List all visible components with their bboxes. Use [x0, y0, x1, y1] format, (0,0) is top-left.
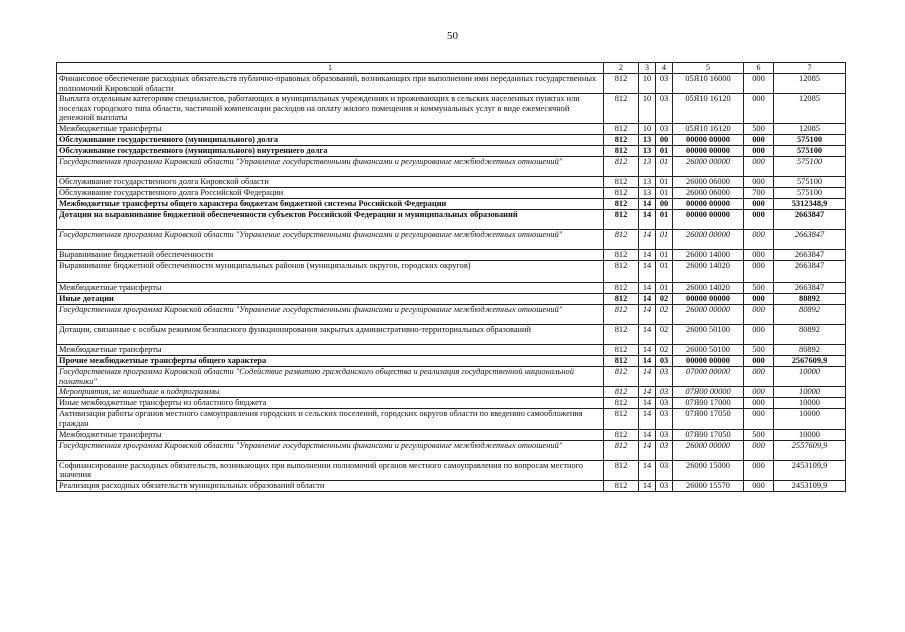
row-target-cell: 07000 00000 [673, 367, 744, 387]
row-target-cell: 00000 00000 [673, 199, 744, 210]
table-row [57, 146, 846, 157]
row-code-cell: 812 [604, 460, 639, 480]
row-amount-cell: 80892 [774, 345, 846, 356]
row-type-cell: 000 [744, 460, 774, 480]
row-section-cell: 14 [639, 398, 656, 409]
row-subsection-cell: 03 [656, 367, 673, 387]
row-code-cell: 812 [604, 367, 639, 387]
row-type-cell: 000 [744, 367, 774, 387]
row-section-cell: 14 [639, 409, 656, 429]
row-section-cell: 14 [639, 294, 656, 305]
row-type-cell: 000 [744, 387, 774, 398]
row-section-cell: 14 [639, 283, 656, 294]
table-row [57, 157, 846, 177]
row-subsection-cell: 01 [656, 146, 673, 157]
row-code-cell: 812 [604, 305, 639, 325]
row-name-cell: Обслуживание государственного (муниципального) внутреннего долга [57, 146, 604, 157]
row-section-cell: 14 [639, 305, 656, 325]
row-subsection-cell: 01 [656, 177, 673, 188]
row-subsection-cell: 03 [656, 429, 673, 440]
row-subsection-cell: 02 [656, 325, 673, 345]
header-cell: 6 [744, 63, 774, 74]
row-type-cell: 000 [744, 250, 774, 261]
row-amount-cell: 10000 [774, 429, 846, 440]
table-row [57, 230, 846, 250]
row-code-cell: 812 [604, 294, 639, 305]
row-target-cell: 26000 00000 [673, 440, 744, 460]
row-target-cell: 26000 00000 [673, 305, 744, 325]
row-section-cell: 14 [639, 230, 656, 250]
row-name-cell: Государственная программа Кировской области "Содействие развитию гражданского общества и реализация государственной национальной политики" [57, 367, 604, 387]
table-row [57, 124, 846, 135]
row-subsection-cell: 03 [656, 409, 673, 429]
row-name-cell: Обслуживание государственного долга Кировской области [57, 177, 604, 188]
row-section-cell: 14 [639, 210, 656, 230]
row-code-cell: 812 [604, 177, 639, 188]
row-section-cell: 14 [639, 460, 656, 480]
row-target-cell: 26000 06000 [673, 188, 744, 199]
row-subsection-cell: 03 [656, 356, 673, 367]
row-code-cell: 812 [604, 440, 639, 460]
row-name-cell: Дотации на выравнивание бюджетной обеспеченности субъектов Российской Федерации и муниципальных образований [57, 210, 604, 230]
table-row [57, 367, 846, 387]
row-section-cell: 14 [639, 250, 656, 261]
row-name-cell: Выравнивание бюджетной обеспеченности [57, 250, 604, 261]
row-type-cell: 000 [744, 199, 774, 210]
row-code-cell: 812 [604, 261, 639, 283]
row-type-cell: 500 [744, 429, 774, 440]
row-subsection-cell: 03 [656, 74, 673, 94]
table-header-row [57, 63, 846, 74]
row-name-cell: Обслуживание государственного долга Российской Федерации [57, 188, 604, 199]
row-name-cell: Межбюджетные трансферты [57, 429, 604, 440]
row-type-cell: 000 [744, 356, 774, 367]
row-code-cell: 812 [604, 250, 639, 261]
row-code-cell: 812 [604, 409, 639, 429]
row-amount-cell: 5312348,9 [774, 199, 846, 210]
row-name-cell: Прочие межбюджетные трансферты общего характера [57, 356, 604, 367]
row-type-cell: 000 [744, 146, 774, 157]
row-subsection-cell: 03 [656, 398, 673, 409]
row-name-cell: Межбюджетные трансферты [57, 283, 604, 294]
row-type-cell: 500 [744, 283, 774, 294]
row-target-cell: 05Я10 16120 [673, 94, 744, 124]
row-section-cell: 13 [639, 188, 656, 199]
row-section-cell: 14 [639, 356, 656, 367]
header-cell: 7 [774, 63, 846, 74]
row-amount-cell: 2663847 [774, 283, 846, 294]
row-target-cell: 26000 06000 [673, 177, 744, 188]
row-code-cell: 812 [604, 210, 639, 230]
row-section-cell: 14 [639, 261, 656, 283]
row-target-cell: 07Я00 17050 [673, 409, 744, 429]
row-section-cell: 10 [639, 74, 656, 94]
row-section-cell: 13 [639, 177, 656, 188]
row-amount-cell: 2567609,9 [774, 356, 846, 367]
row-name-cell: Обслуживание государственного (муниципального) долга [57, 135, 604, 146]
row-code-cell: 812 [604, 230, 639, 250]
row-name-cell: Активизация работы органов местного самоуправления городских и сельских поселений, городских округов области по введению самообложения граждан [57, 409, 604, 429]
row-name-cell: Выравнивание бюджетной обеспеченности муниципальных районов (муниципальных округов, городских округов) [57, 261, 604, 283]
row-target-cell: 26000 00000 [673, 230, 744, 250]
row-code-cell: 812 [604, 124, 639, 135]
row-subsection-cell: 00 [656, 135, 673, 146]
row-type-cell: 000 [744, 230, 774, 250]
row-type-cell: 000 [744, 261, 774, 283]
row-code-cell: 812 [604, 135, 639, 146]
table-row [57, 345, 846, 356]
row-section-cell: 14 [639, 199, 656, 210]
row-target-cell: 26000 14020 [673, 261, 744, 283]
header-cell: 2 [604, 63, 639, 74]
table-row [57, 294, 846, 305]
row-code-cell: 812 [604, 356, 639, 367]
row-amount-cell: 2663847 [774, 261, 846, 283]
row-amount-cell: 10000 [774, 367, 846, 387]
row-name-cell: Дотации, связанные с особым режимом безопасного функционирования закрытых административно-территориальных образований [57, 325, 604, 345]
row-subsection-cell: 03 [656, 480, 673, 491]
row-target-cell: 07Я00 17050 [673, 429, 744, 440]
row-name-cell: Межбюджетные трансферты [57, 345, 604, 356]
table-row [57, 440, 846, 460]
row-type-cell: 700 [744, 188, 774, 199]
row-target-cell: 00000 00000 [673, 135, 744, 146]
row-amount-cell: 10000 [774, 398, 846, 409]
row-code-cell: 812 [604, 94, 639, 124]
row-amount-cell: 2663847 [774, 210, 846, 230]
row-section-cell: 10 [639, 124, 656, 135]
row-target-cell: 26000 14020 [673, 283, 744, 294]
table-row [57, 387, 846, 398]
row-code-cell: 812 [604, 146, 639, 157]
row-target-cell: 07Я00 00000 [673, 387, 744, 398]
row-section-cell: 14 [639, 387, 656, 398]
row-type-cell: 000 [744, 74, 774, 94]
table-row [57, 250, 846, 261]
row-type-cell: 500 [744, 345, 774, 356]
header-cell: 4 [656, 63, 673, 74]
row-amount-cell: 2663847 [774, 230, 846, 250]
table-row [57, 460, 846, 480]
table-row [57, 325, 846, 345]
row-code-cell: 812 [604, 283, 639, 294]
table-row [57, 199, 846, 210]
row-name-cell: Государственная программа Кировской области "Управление государственными финансами и регулирование межбюджетных отношений" [57, 440, 604, 460]
row-amount-cell: 12085 [774, 94, 846, 124]
table-row [57, 177, 846, 188]
row-subsection-cell: 03 [656, 94, 673, 124]
row-name-cell: Государственная программа Кировской области "Управление государственными финансами и регулирование межбюджетных отношений" [57, 230, 604, 250]
row-subsection-cell: 01 [656, 250, 673, 261]
table-row [57, 429, 846, 440]
row-section-cell: 14 [639, 429, 656, 440]
row-subsection-cell: 01 [656, 157, 673, 177]
row-target-cell: 05Я10 16000 [673, 74, 744, 94]
row-target-cell: 26000 14000 [673, 250, 744, 261]
row-subsection-cell: 01 [656, 283, 673, 294]
row-amount-cell: 10000 [774, 387, 846, 398]
row-subsection-cell: 01 [656, 230, 673, 250]
row-amount-cell: 2557609,9 [774, 440, 846, 460]
row-name-cell: Финансовое обеспечение расходных обязательств публично-правовых образований, возникающих при выполнении ими переданных государственных полномочий Кировской области [57, 74, 604, 94]
row-subsection-cell: 02 [656, 305, 673, 325]
row-target-cell: 26000 15570 [673, 480, 744, 491]
row-target-cell: 00000 00000 [673, 210, 744, 230]
row-name-cell: Выплата отдельным категориям специалистов, работающих в муниципальных учреждениях и проживающих в сельских населенных пунктах или поселках городского типа области, частичной компенсации расходов на оплату жилого помещения и коммунальных услуг в виде ежемесячной денежной выплаты [57, 94, 604, 124]
row-name-cell: Межбюджетные трансферты общего характера бюджетам бюджетной системы Российской Федерации [57, 199, 604, 210]
table-row [57, 356, 846, 367]
row-target-cell: 26000 50100 [673, 345, 744, 356]
row-name-cell: Межбюджетные трансферты [57, 124, 604, 135]
row-type-cell: 000 [744, 157, 774, 177]
row-section-cell: 13 [639, 146, 656, 157]
header-cell: 3 [639, 63, 656, 74]
row-name-cell: Государственная программа Кировской области "Управление государственными финансами и регулирование межбюджетных отношений" [57, 305, 604, 325]
row-amount-cell: 2663847 [774, 250, 846, 261]
row-subsection-cell: 01 [656, 210, 673, 230]
row-type-cell: 000 [744, 409, 774, 429]
row-name-cell: Реализация расходных обязательств муниципальных образований области [57, 480, 604, 491]
row-section-cell: 14 [639, 367, 656, 387]
row-type-cell: 000 [744, 325, 774, 345]
page-number: 50 [447, 30, 458, 42]
row-subsection-cell: 03 [656, 460, 673, 480]
budget-table [56, 62, 846, 492]
row-type-cell: 000 [744, 294, 774, 305]
row-code-cell: 812 [604, 74, 639, 94]
header-cell: 5 [673, 63, 744, 74]
row-amount-cell: 575100 [774, 135, 846, 146]
row-type-cell: 000 [744, 398, 774, 409]
row-amount-cell: 575100 [774, 146, 846, 157]
row-code-cell: 812 [604, 387, 639, 398]
table-row [57, 135, 846, 146]
row-target-cell: 00000 00000 [673, 356, 744, 367]
table-row [57, 74, 846, 94]
row-code-cell: 812 [604, 429, 639, 440]
table-row [57, 261, 846, 283]
row-type-cell: 000 [744, 94, 774, 124]
row-code-cell: 812 [604, 188, 639, 199]
row-amount-cell: 2453109,9 [774, 480, 846, 491]
row-target-cell: 00000 00000 [673, 294, 744, 305]
row-name-cell: Иные межбюджетные трансферты из областного бюджета [57, 398, 604, 409]
row-amount-cell: 12085 [774, 74, 846, 94]
row-name-cell: Мероприятия, не вошедшие в подпрограммы [57, 387, 604, 398]
row-amount-cell: 575100 [774, 177, 846, 188]
row-section-cell: 14 [639, 480, 656, 491]
row-section-cell: 13 [639, 157, 656, 177]
row-amount-cell: 2453109,9 [774, 460, 846, 480]
row-target-cell: 26000 00000 [673, 157, 744, 177]
row-section-cell: 14 [639, 440, 656, 460]
row-target-cell: 26000 15000 [673, 460, 744, 480]
table-row [57, 94, 846, 124]
row-code-cell: 812 [604, 345, 639, 356]
table-row [57, 210, 846, 230]
row-amount-cell: 80892 [774, 305, 846, 325]
row-section-cell: 10 [639, 94, 656, 124]
row-subsection-cell: 01 [656, 188, 673, 199]
table-row [57, 305, 846, 325]
row-subsection-cell: 03 [656, 124, 673, 135]
row-code-cell: 812 [604, 325, 639, 345]
row-amount-cell: 575100 [774, 157, 846, 177]
row-type-cell: 000 [744, 305, 774, 325]
row-type-cell: 000 [744, 210, 774, 230]
row-amount-cell: 10000 [774, 409, 846, 429]
table-row [57, 409, 846, 429]
row-type-cell: 000 [744, 440, 774, 460]
row-subsection-cell: 02 [656, 345, 673, 356]
row-type-cell: 000 [744, 480, 774, 491]
row-code-cell: 812 [604, 398, 639, 409]
table-row [57, 283, 846, 294]
row-subsection-cell: 03 [656, 440, 673, 460]
row-name-cell: Софинансирование расходных обязательств, возникающих при выполнении полномочий органов местного самоуправления по вопросам местного значения [57, 460, 604, 480]
table-row [57, 480, 846, 491]
row-subsection-cell: 01 [656, 261, 673, 283]
row-amount-cell: 12085 [774, 124, 846, 135]
row-subsection-cell: 02 [656, 294, 673, 305]
row-subsection-cell: 00 [656, 199, 673, 210]
row-type-cell: 000 [744, 135, 774, 146]
row-section-cell: 13 [639, 135, 656, 146]
row-section-cell: 14 [639, 325, 656, 345]
row-target-cell: 05Я10 16120 [673, 124, 744, 135]
row-subsection-cell: 03 [656, 387, 673, 398]
table-row [57, 188, 846, 199]
row-amount-cell: 80892 [774, 325, 846, 345]
row-amount-cell: 575100 [774, 188, 846, 199]
row-target-cell: 00000 00000 [673, 146, 744, 157]
header-cell: 1 [57, 63, 604, 74]
row-type-cell: 500 [744, 124, 774, 135]
row-name-cell: Иные дотации [57, 294, 604, 305]
row-target-cell: 26000 50100 [673, 325, 744, 345]
row-section-cell: 14 [639, 345, 656, 356]
row-code-cell: 812 [604, 157, 639, 177]
row-amount-cell: 80892 [774, 294, 846, 305]
row-name-cell: Государственная программа Кировской области "Управление государственными финансами и регулирование межбюджетных отношений" [57, 157, 604, 177]
row-code-cell: 812 [604, 199, 639, 210]
row-code-cell: 812 [604, 480, 639, 491]
table-row [57, 398, 846, 409]
row-type-cell: 000 [744, 177, 774, 188]
row-target-cell: 07Я00 17000 [673, 398, 744, 409]
